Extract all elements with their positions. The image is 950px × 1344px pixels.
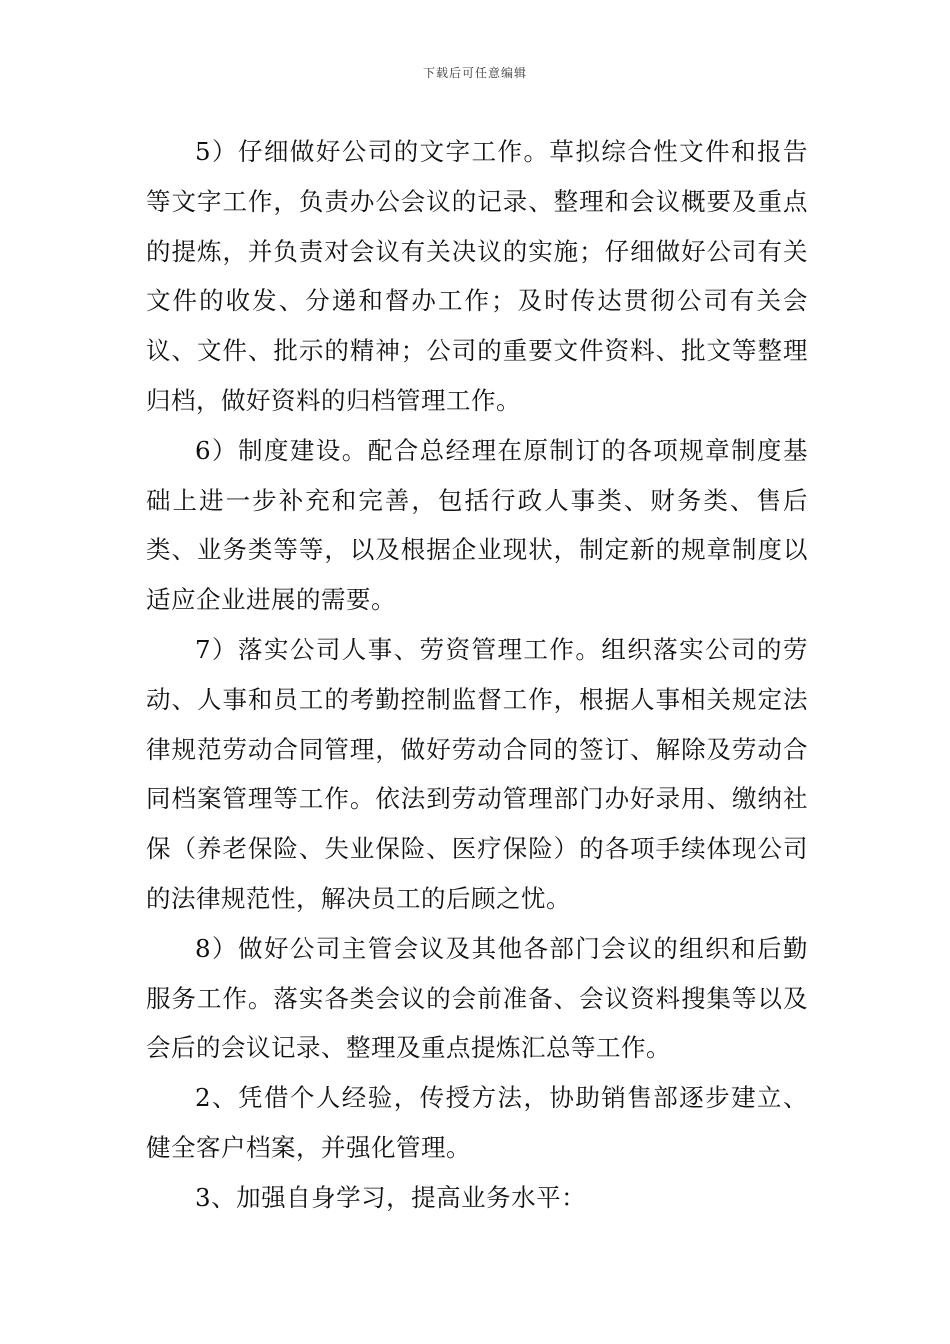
paragraph-item-5: 5）仔细做好公司的文字工作。草拟综合性文件和报告等文字工作，负责办公会议的记录、整理和会议概要及重点的提炼，并负责对会议有关决议的实施；仔细做好公司有关文件的收发、分递和督办工作；及时传达贯彻公司有关会议、文件、批示的精神；公司的重要文件资料、批文等整理归档，做好资料的归档管理工作。 — [146, 137, 808, 415]
paragraph-item-6: 6）制度建设。配合总经理在原制订的各项规章制度基础上进一步补充和完善，包括行政人事类、财务类、售后类、业务类等等，以及根据企业现状，制定新的规章制度以适应企业进展的需要。 — [146, 435, 808, 615]
paragraph-item-8: 8）做好公司主管会议及其他各部门会议的组织和后勤服务工作。落实各类会议的会前准备、会议资料搜集等以及会后的会议记录、整理及重点提炼汇总等工作。 — [146, 933, 808, 1063]
paragraph-section-3: 3、加强自身学习，提高业务水平： — [195, 1182, 587, 1212]
page-header-note: 下载后可任意编辑 — [422, 66, 527, 80]
paragraph-section-2: 2、凭借个人经验，传授方法，协助销售部逐步建立、健全客户档案，并强化管理。 — [146, 1083, 808, 1162]
paragraph-item-7: 7）落实公司人事、劳资管理工作。组织落实公司的劳动、人事和员工的考勤控制监督工作，根据人事相关规定法律规范劳动合同管理，做好劳动合同的签订、解除及劳动合同档案管理等工作。依法到劳动管理部门办好录用、缴纳社保（养老保险、失业保险、医疗保险）的各项手续体现公司的法律规范性，解决员工的后顾之忧。 — [146, 634, 808, 913]
document-body — [146, 127, 808, 1223]
